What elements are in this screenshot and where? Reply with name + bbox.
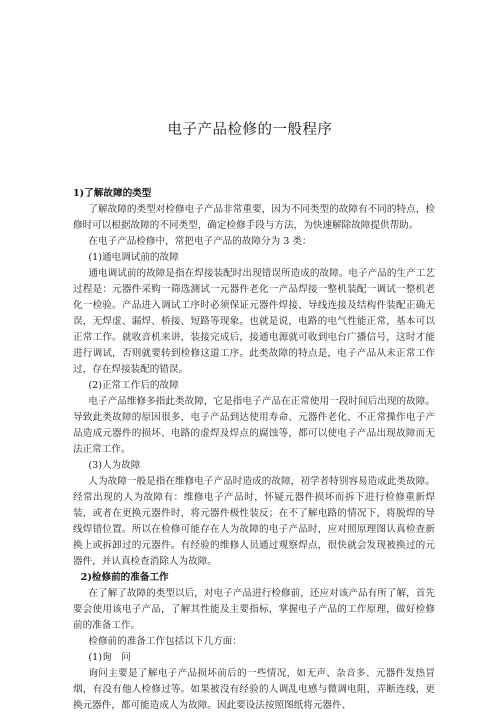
body-paragraph: 人为故障一般是指在维修电子产品时造成的故障，初学者特别容易造成此类故障。经常出现的人为故障有：维修电子产品时，怀疑元器件损坏而拆下进行检修重新焊装，或者在更换元器件时，将元器件极性装反；在不了解电路的情况下，将脱焊的导线焊错位置。所以在检修可能存在人为故障的电子产品时，应对照原理图认真检查新换上或拆卸过的元器件。有经验的维修人员通过观察焊点，很快就会发现被换过的元器件，并认真检查消除人为故障。 [73, 476, 435, 567]
body-paragraph: 检修前的准备工作包括以下几方面： [88, 636, 242, 647]
body-paragraph: 询问主要是了解电子产品损坏前后的一些情况，如无声、杂音多、元器件发热冒烟，有没有他人检修过等。如果被没有经验的人调乱电感与微调电阻，弄断连线，更换元器件，都可能造成人为故障。因此要设法按照图纸将元器件、 [73, 668, 435, 711]
subsection-label: (3)人为故障 [88, 460, 141, 471]
subsection-label: (2)正常工作后的故障 [88, 380, 179, 391]
subsection-label: (1)询 问 [88, 652, 131, 663]
subsection-label: (1)通电调试前的故障 [88, 252, 179, 263]
page-title: 电子产品检修的一般程序 [167, 122, 333, 138]
body-paragraph: 通电调试前的故障是指在焊接装配时出现错误所造成的故障。电子产品的生产工艺过程是：元器件采购一筛选测试一元器件老化一产品焊接一整机装配一调试一整机老化一检验。产品进入调试工序时必须保证元器件焊接、导线连接及结构件装配正确无误，无焊虚、漏焊、桥接、短路等现象。也就是说，电路的电气性能正常，基本可以正常工作。就收音机来讲，装接完成后，接通电源就可收到电台广播信号，这时才能进行调试，否则就要转到检修这道工序。此类故障的特点是，电子产品从未正常工作过，存在焊接装配的错误。 [73, 268, 435, 375]
body-paragraph: 在电子产品检修中，常把电子产品的故障分为 3 类： [88, 236, 312, 247]
body-paragraph: 了解故障的类型对检修电子产品非常重要，因为不同类型的故障有不同的特点，检修时可以根据故障的不同类型，确定检修手段与方法，为快速解除故障提供帮助。 [73, 204, 435, 231]
body-paragraph: 电子产品维修多指此类故障，它是指电子产品在正常使用一段时间后出现的故障。导致此类故障的原因很多，电子产品到达使用寿命、元器件老化、不正常操作电子产品造成元器件的损坏、电路的虚焊及焊点的腐蚀等，都可以使电子产品出现故障而无法正常工作。 [73, 396, 435, 455]
section-heading: 1)了解故障的类型 [73, 188, 152, 199]
body-paragraph: 在了解了故障的类型以后，对电子产品进行检修前，还应对该产品有所了解，首先要会使用该电子产品，了解其性能及主要指标，掌握电子产品的工作原理，做好检修前的准备工作。 [73, 588, 435, 631]
section-heading: 2)检修前的准备工作 [80, 572, 169, 583]
document-body [73, 186, 435, 714]
